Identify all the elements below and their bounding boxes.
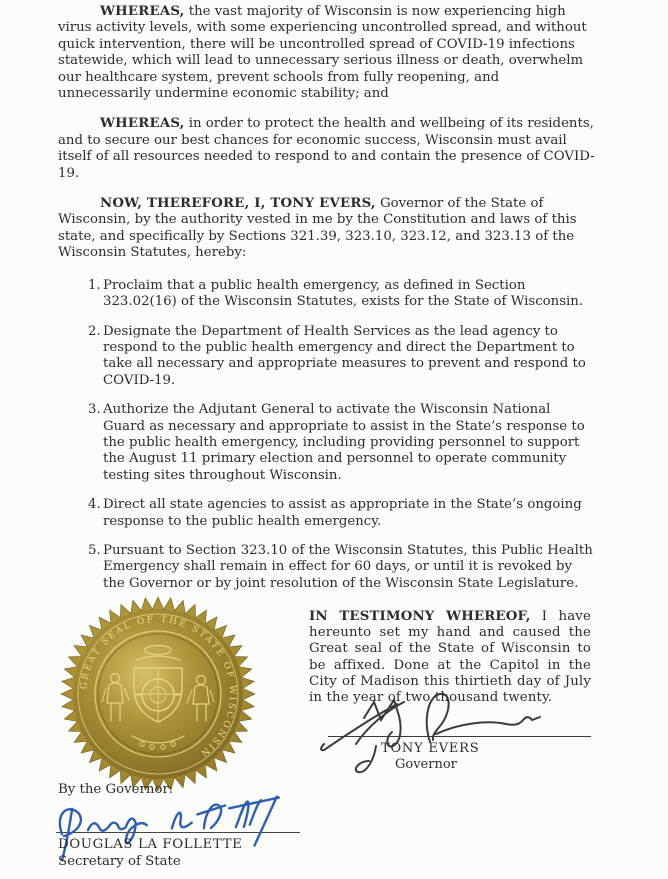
paragraph-whereas-1: [58, 4, 595, 102]
list-item-number: 3.: [88, 402, 101, 418]
now-therefore-text: Governor of the State of Wisconsin, by the authority vested in me by the Constitution and laws of this state, and specifically by Sections 321.39, 323.10, 323.12, and 323.13 of the Wisconsin Statutes, hereby:: [58, 196, 577, 261]
governor-title: Governor: [395, 757, 457, 772]
list-item: [88, 543, 595, 592]
whereas-1-lead: WHEREAS,: [100, 4, 185, 19]
testimony-text: I have hereunto set my hand and caused the Great seal of the State of Wisconsin to be affixed. Done at the Capitol in the City of Madison this thirtieth day of July in the year of two thousand twenty.: [309, 609, 591, 706]
testimony-lead: IN TESTIMONY WHEREOF,: [309, 609, 531, 624]
list-item-text: Authorize the Adjutant General to activate the Wisconsin National Guard as necessary and appropriate to assist in the State’s response to the public health emergency, including providing personnel to support the August 11 primary election and personnel to operate community testing sites throughout Wisconsin.: [103, 402, 585, 483]
list-item-text: Direct all state agencies to assist as appropriate in the State’s ongoing response to the public health emergency.: [103, 497, 582, 529]
governor-name: TONY EVERS: [381, 741, 480, 756]
secretary-name: DOUGLAS LA FOLLETTE: [58, 837, 243, 852]
whereas-2-lead: WHEREAS,: [100, 116, 185, 132]
list-item-number: 1.: [88, 277, 101, 293]
by-the-governor-label: By the Governor:: [58, 782, 174, 797]
secretary-title: Secretary of State: [58, 854, 181, 869]
list-item-number: 5.: [88, 542, 101, 558]
list-item-text: Proclaim that a public health emergency, as defined in Section 323.02(16) of the Wisconsin Statutes, exists for the State of Wisconsin.: [103, 277, 584, 310]
paragraph-whereas-2: [58, 116, 595, 182]
list-item: [88, 278, 595, 311]
list-item: [88, 324, 595, 390]
ordered-directives-list: [58, 278, 595, 593]
now-therefore-lead: NOW, THEREFORE, I, TONY EVERS,: [100, 196, 376, 212]
whereas-2-text: in order to protect the health and wellbeing of its residents, and to secure our best chances for economic success, Wisconsin must avail itself of all resources needed to respond to and contain the presence of COVID-19.: [58, 116, 595, 181]
list-item: [88, 497, 595, 530]
paragraph-now-therefore: [58, 196, 595, 262]
great-seal-of-wisconsin: [60, 596, 256, 792]
testimony-clause: [309, 609, 591, 706]
whereas-1-text: the vast majority of Wisconsin is now experiencing high virus activity levels, with some experiencing uncontrolled spread, and without quick intervention, there will be uncontrolled spread of COVID-19 infections statewide, which will lead to unnecessary serious illness or death, overwhelm our healthcare system, prevent schools from fully reopening, and unnecessarily undermine economic stability; and: [58, 4, 587, 102]
list-item: [88, 402, 595, 484]
list-item-text: Designate the Department of Health Services as the lead agency to respond to the public health emergency and direct the Department to take all necessary and appropriate measures to prevent and respond to COVID-19.: [103, 323, 586, 388]
seal-ring-text: GREAT SEAL OF THE STATE OF WISCONSIN: [79, 614, 238, 760]
document-body: [58, 4, 595, 605]
list-item-text: Pursuant to Section 323.10 of the Wisconsin Statutes, this Public Health Emergency shall remain in effect for 60 days, or until it is revoked by the Governor or by joint resolution of the Wisconsin State Legislature.: [103, 542, 593, 591]
list-item-number: 4.: [88, 497, 101, 513]
list-item-number: 2.: [88, 323, 101, 339]
